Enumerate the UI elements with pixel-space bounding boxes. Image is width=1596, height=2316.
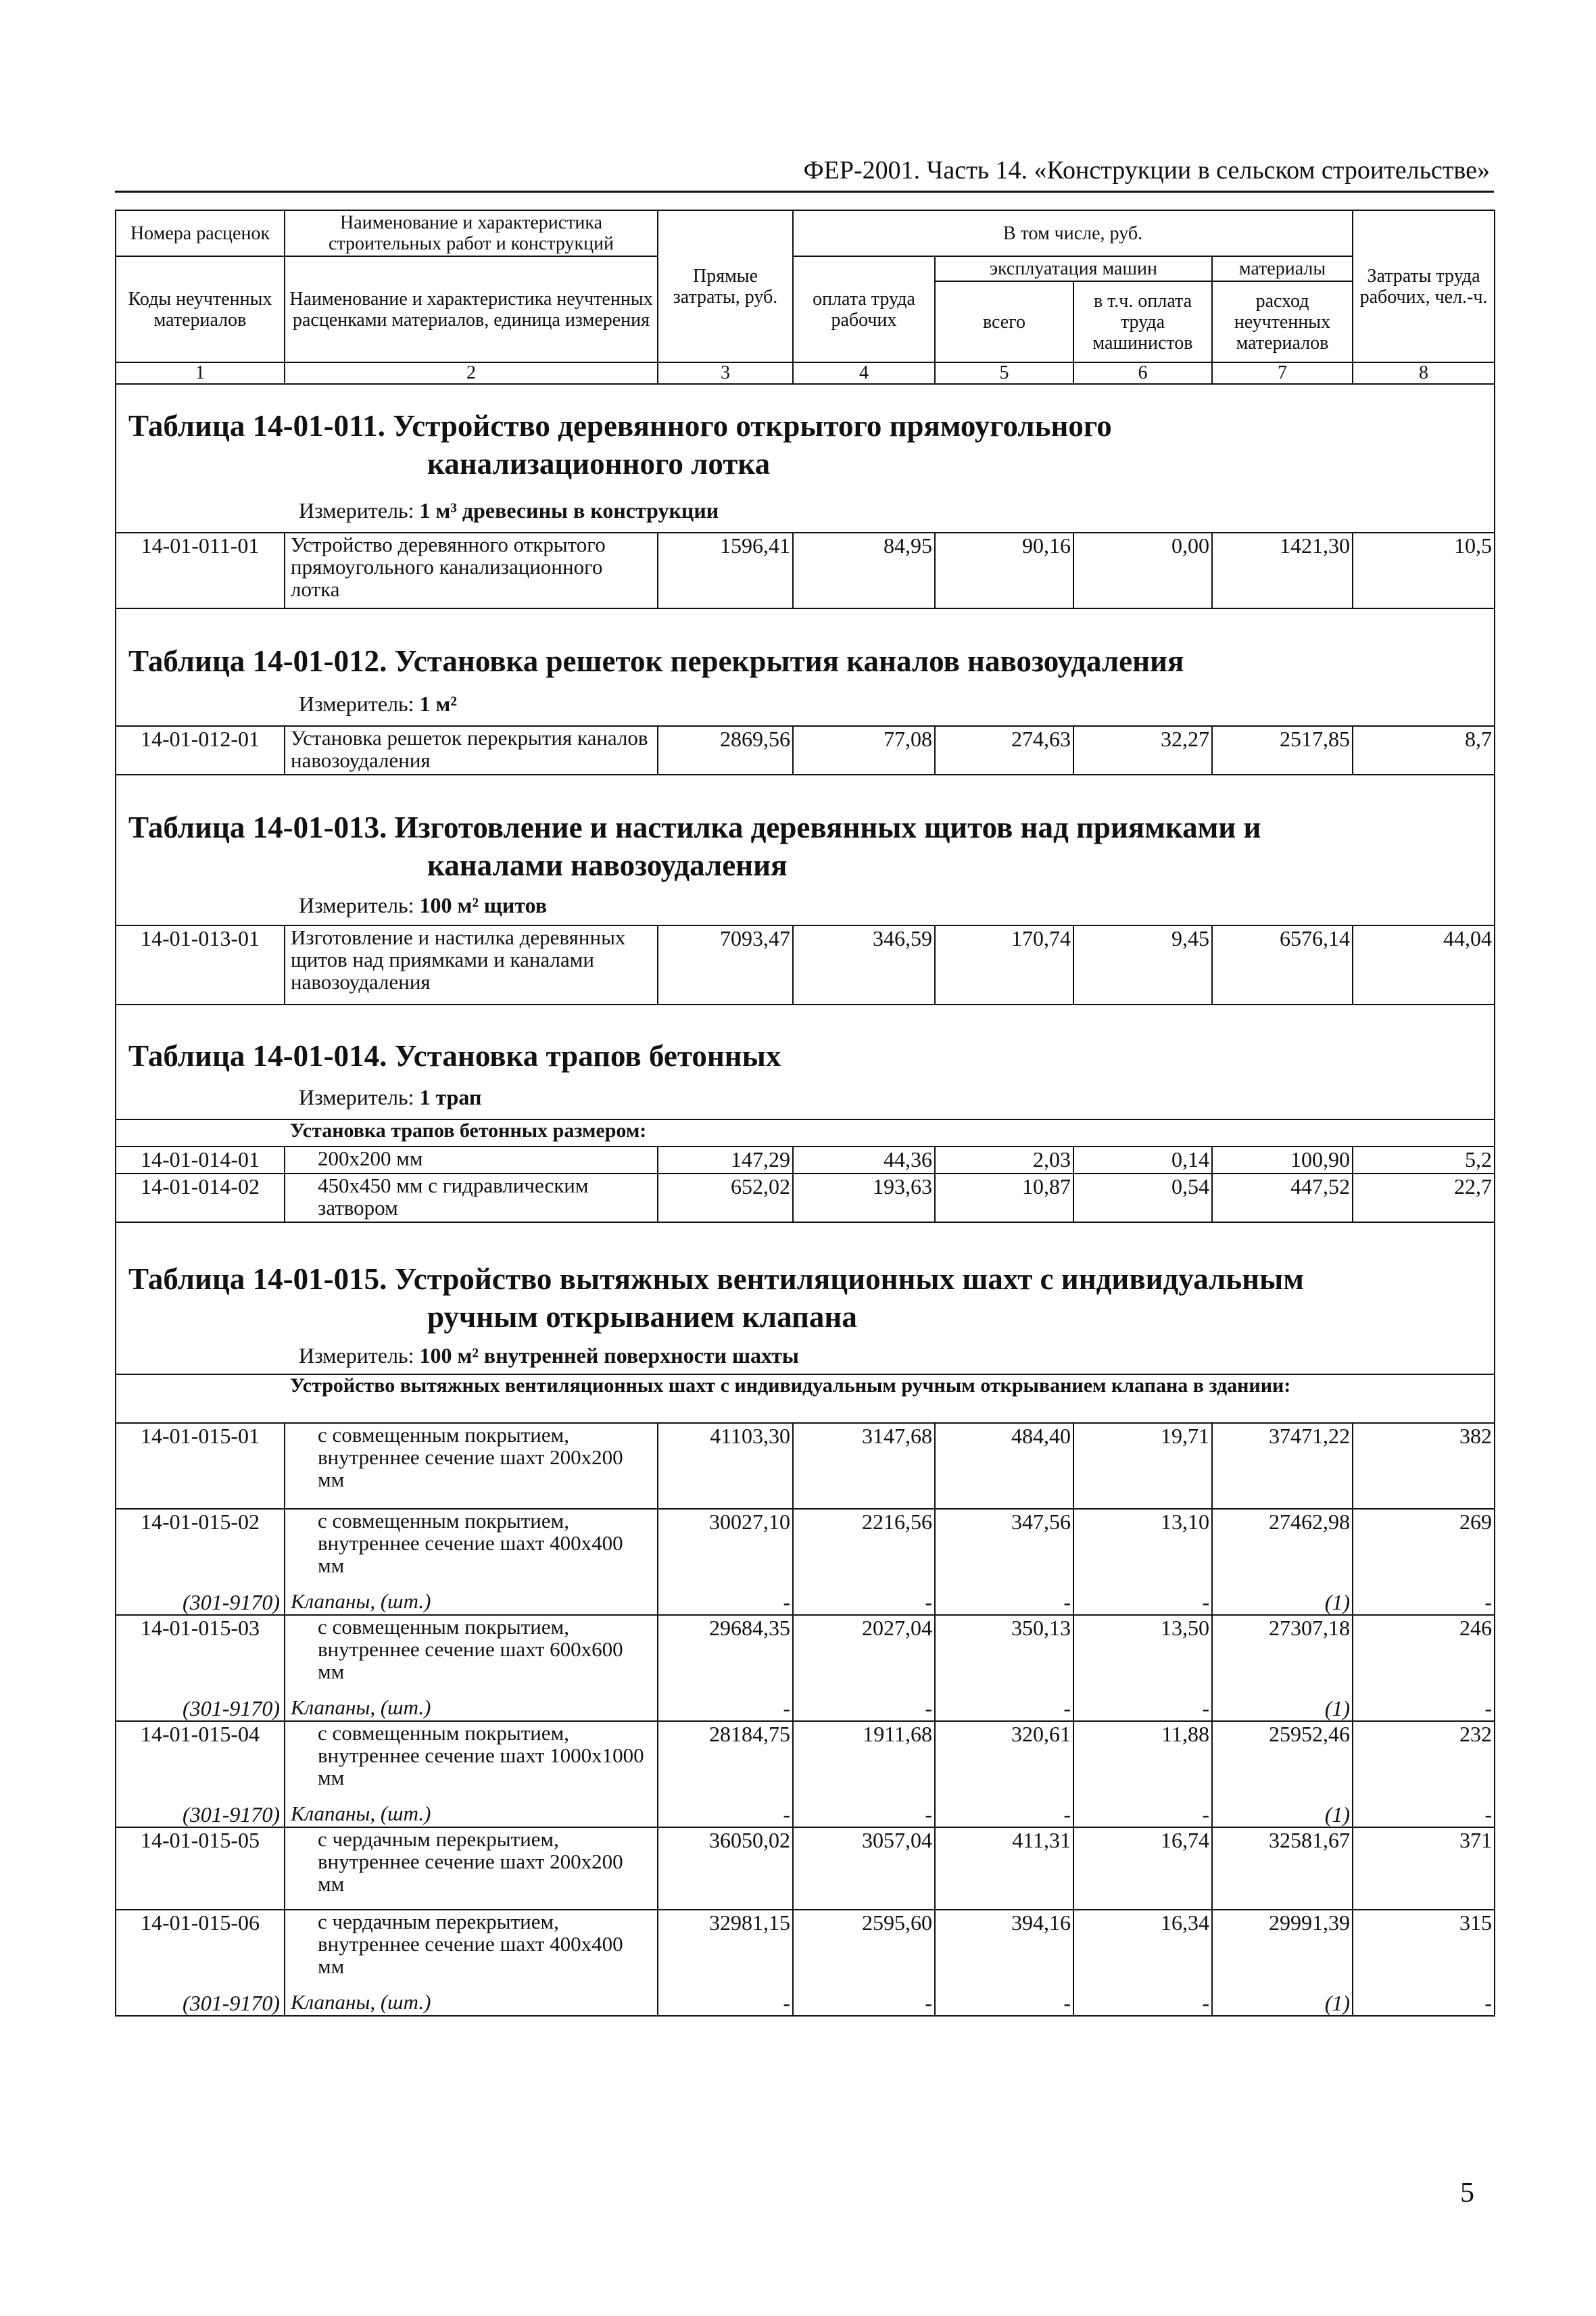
material-dash: - [793,1590,935,1615]
materials-cost: 27462,98 [1212,1509,1353,1590]
col5-header: всего [935,281,1073,362]
direct-cost: 29684,35 [658,1615,793,1696]
materials-cost: 25952,46 [1212,1721,1353,1802]
section-title: Таблица 14-01-012. Установка решеток перекрытия каналов навозоудаления [128,644,1184,678]
table-row [116,726,1495,775]
group-row [116,1374,1495,1423]
col8-header: Затраты труда рабочих, чел.-ч. [1353,210,1495,362]
header-row-1 [116,210,1495,256]
section-header-14-01-014 [116,1005,1495,1119]
labor-pay: 84,95 [793,533,935,608]
material-dash: - [1353,1590,1495,1615]
direct-cost: 2869,56 [658,726,793,775]
page-number: 5 [1460,2177,1474,2209]
col2-header-a: Наименование и характеристика строительных работ и конструкций [285,210,658,256]
materials-cost: 27307,18 [1212,1615,1353,1696]
section-subtitle: каналами навозоудаления [427,848,788,882]
labor-hours: 371 [1353,1827,1495,1910]
column-numbers-row [116,362,1495,384]
materials-cost: 100,90 [1212,1147,1353,1174]
section-measure: Измеритель: 1 м² [299,692,457,716]
material-code: (301-9170) [116,1696,285,1721]
table-row [116,1827,1495,1910]
rate-code: 14-01-013-01 [116,925,285,1005]
machine-total: 274,63 [935,726,1073,775]
material-row [116,1991,1495,2016]
material-dash: - [935,1802,1073,1827]
direct-cost: 652,02 [658,1174,793,1222]
section-subtitle: канализационного лотка [427,447,771,481]
labor-hours: 382 [1353,1423,1495,1509]
machine-total: 90,16 [935,533,1073,608]
materials-cost: 1421,30 [1212,533,1353,608]
materials-cost: 37471,22 [1212,1423,1353,1509]
section-title: Таблица 14-01-011. Устройство деревянного открытого прямоугольного [128,409,1112,443]
section-title: Таблица 14-01-014. Установка трапов бетонных [128,1039,781,1073]
materials-cost: 29991,39 [1212,1910,1353,1991]
material-dash: - [1073,1991,1212,2016]
labor-pay: 77,08 [793,726,935,775]
machinist-pay: 13,10 [1073,1509,1212,1590]
rate-code: 14-01-015-02 [116,1509,285,1590]
column-number: 1 [116,362,285,384]
material-dash: - [1353,1696,1495,1721]
group-row [116,1119,1495,1147]
col4-header: оплата труда рабочих [793,256,935,362]
rates-table [115,210,1495,2017]
work-name: с совмещенным покрытием, внутреннее сечение шахт 200х200 мм [285,1423,658,1509]
section-header-14-01-012 [116,608,1495,726]
material-dash: - [935,1590,1073,1615]
column-number: 3 [658,362,793,384]
machinist-pay: 0,54 [1073,1174,1212,1222]
direct-cost: 41103,30 [658,1423,793,1509]
rate-code: 14-01-015-01 [116,1423,285,1509]
machine-total: 10,87 [935,1174,1073,1222]
machine-total: 170,74 [935,925,1073,1005]
materials-cost: 447,52 [1212,1174,1353,1222]
table-row [116,1147,1495,1174]
material-code: (301-9170) [116,1991,285,2016]
labor-hours: 22,7 [1353,1174,1495,1222]
material-dash: - [935,1696,1073,1721]
work-name: Изготовление и настилка деревянных щитов над приямками и каналами навозоудаления [285,925,658,1005]
rate-code: 14-01-011-01 [116,533,285,608]
material-qty: (1) [1212,1696,1353,1721]
machinist-pay: 32,27 [1073,726,1212,775]
direct-cost: 1596,41 [658,533,793,608]
direct-cost: 147,29 [658,1147,793,1174]
rate-code: 14-01-015-06 [116,1910,285,1991]
col1-header-b: Коды неучтенных материалов [116,256,285,362]
materials-cost: 32581,67 [1212,1827,1353,1910]
material-code: (301-9170) [116,1590,285,1615]
direct-cost: 36050,02 [658,1827,793,1910]
machines-header: эксплуатация машин [935,256,1212,281]
running-header [115,147,1494,193]
table-row [116,1509,1495,1590]
direct-cost: 30027,10 [658,1509,793,1590]
material-name: Клапаны, (шт.) [285,1802,658,1827]
machine-total: 484,40 [935,1423,1073,1509]
material-dash: - [1353,1802,1495,1827]
labor-pay: 3147,68 [793,1423,935,1509]
column-number: 6 [1073,362,1212,384]
material-dash: - [1353,1991,1495,2016]
material-dash: - [793,1696,935,1721]
machine-total: 394,16 [935,1910,1073,1991]
column-number: 7 [1212,362,1353,384]
material-row [116,1802,1495,1827]
machinist-pay: 16,34 [1073,1910,1212,1991]
materials-header: материалы [1212,256,1353,281]
material-dash: - [658,1590,793,1615]
labor-hours: 44,04 [1353,925,1495,1005]
work-name: с совмещенным покрытием, внутреннее сечение шахт 400х400 мм [285,1509,658,1590]
labor-pay: 3057,04 [793,1827,935,1910]
material-dash: - [658,1696,793,1721]
work-name: с чердачным перекрытием, внутреннее сечение шахт 200х200 мм [285,1827,658,1910]
labor-hours: 10,5 [1353,533,1495,608]
labor-hours: 8,7 [1353,726,1495,775]
table-row [116,1615,1495,1696]
work-name: Устройство деревянного открытого прямоугольного канализационного лотка [285,533,658,608]
machine-total: 350,13 [935,1615,1073,1696]
material-dash: - [793,1991,935,2016]
material-name: Клапаны, (шт.) [285,1590,658,1615]
rate-code: 14-01-014-01 [116,1147,285,1174]
materials-cost: 6576,14 [1212,925,1353,1005]
table-row [116,1423,1495,1509]
header-row-2 [116,256,1495,281]
materials-cost: 2517,85 [1212,726,1353,775]
rate-code: 14-01-015-05 [116,1827,285,1910]
direct-cost: 7093,47 [658,925,793,1005]
machine-total: 411,31 [935,1827,1073,1910]
work-name: 450х450 мм с гидравлическим затвором [285,1174,658,1222]
section-measure: Измеритель: 100 м² внутренней поверхности шахты [299,1343,799,1368]
section-title: Таблица 14-01-013. Изготовление и настилка деревянных щитов над приямками и [128,811,1261,844]
labor-pay: 346,59 [793,925,935,1005]
material-dash: - [1073,1696,1212,1721]
material-qty: (1) [1212,1802,1353,1827]
material-dash: - [935,1991,1073,2016]
material-row [116,1696,1495,1721]
rate-code: 14-01-015-03 [116,1615,285,1696]
labor-hours: 246 [1353,1615,1495,1696]
labor-pay: 2595,60 [793,1910,935,1991]
machinist-pay: 0,00 [1073,533,1212,608]
col3-header: Прямые затраты, руб. [658,210,793,362]
material-dash: - [658,1802,793,1827]
machinist-pay: 19,71 [1073,1423,1212,1509]
table-row [116,533,1495,608]
work-name: Установка решеток перекрытия каналов навозоудаления [285,726,658,775]
group-title: Установка трапов бетонных размером: [285,1119,1495,1147]
section-measure: Измеритель: 1 трап [299,1085,482,1109]
labor-pay: 44,36 [793,1147,935,1174]
machinist-pay: 16,74 [1073,1827,1212,1910]
machinist-pay: 9,45 [1073,925,1212,1005]
material-dash: - [1073,1802,1212,1827]
material-row [116,1590,1495,1615]
labor-pay: 193,63 [793,1174,935,1222]
rate-code: 14-01-014-02 [116,1174,285,1222]
section-header-14-01-011 [116,384,1495,533]
table-row [116,1721,1495,1802]
col7-header: расход неучтенных материалов [1212,281,1353,362]
machinist-pay: 11,88 [1073,1721,1212,1802]
work-name: с совмещенным покрытием, внутреннее сечение шахт 600х600 мм [285,1615,658,1696]
section-title: Таблица 14-01-015. Устройство вытяжных вентиляционных шахт с индивидуальным [128,1262,1304,1296]
labor-pay: 2027,04 [793,1615,935,1696]
rate-code: 14-01-015-04 [116,1721,285,1802]
material-code: (301-9170) [116,1802,285,1827]
column-number: 4 [793,362,935,384]
col6-header: в т.ч. оплата труда машинистов [1073,281,1212,362]
machinist-pay: 0,14 [1073,1147,1212,1174]
material-qty: (1) [1212,1590,1353,1615]
material-dash: - [1073,1590,1212,1615]
material-dash: - [658,1991,793,2016]
labor-pay: 1911,68 [793,1721,935,1802]
work-name: 200х200 мм [285,1147,658,1174]
machinist-pay: 13,50 [1073,1615,1212,1696]
section-measure: Измеритель: 1 м³ древесины в конструкции [299,498,719,523]
col2-header-b: Наименование и характеристика неучтенных расценками материалов, единица измерения [285,256,658,362]
table-row [116,925,1495,1005]
col1-header-a: Номера расценок [116,210,285,256]
material-name: Клапаны, (шт.) [285,1991,658,2016]
machine-total: 347,56 [935,1509,1073,1590]
labor-hours: 5,2 [1353,1147,1495,1174]
section-measure: Измеритель: 100 м² щитов [299,893,548,917]
material-name: Клапаны, (шт.) [285,1696,658,1721]
column-number: 2 [285,362,658,384]
material-dash: - [793,1802,935,1827]
labor-hours: 232 [1353,1721,1495,1802]
section-subtitle: ручным открыванием клапана [427,1300,857,1334]
table-row [116,1174,1495,1222]
work-name: с совмещенным покрытием, внутреннее сечение шахт 1000х1000 мм [285,1721,658,1802]
group-title: Устройство вытяжных вентиляционных шахт с индивидуальным ручным открыванием клапана в зданиии: [285,1374,1495,1423]
section-header-14-01-013 [116,775,1495,925]
table-row [116,1910,1495,1991]
machine-total: 2,03 [935,1147,1073,1174]
group-header: В том числе, руб. [793,210,1353,256]
machine-total: 320,61 [935,1721,1073,1802]
column-number: 5 [935,362,1073,384]
material-qty: (1) [1212,1991,1353,2016]
direct-cost: 28184,75 [658,1721,793,1802]
labor-pay: 2216,56 [793,1509,935,1590]
work-name: с чердачным перекрытием, внутреннее сечение шахт 400х400 мм [285,1910,658,1991]
section-header-14-01-015 [116,1222,1495,1374]
labor-hours: 315 [1353,1910,1495,1991]
column-number: 8 [1353,362,1495,384]
rate-code: 14-01-012-01 [116,726,285,775]
direct-cost: 32981,15 [658,1910,793,1991]
labor-hours: 269 [1353,1509,1495,1590]
running-header-title: ФЕР-2001. Часть 14. «Конструкции в сельском строительстве» [803,156,1490,185]
